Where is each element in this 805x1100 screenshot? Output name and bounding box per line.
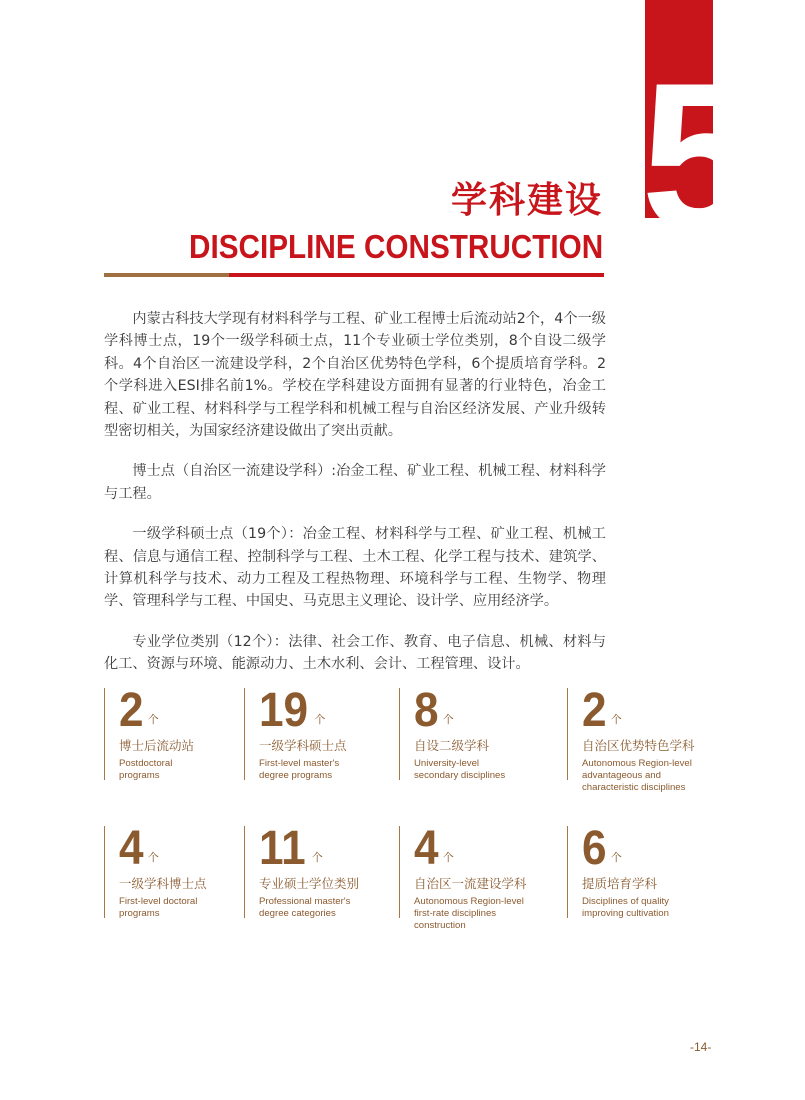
stat-label-en-line: First-level doctoral (119, 896, 198, 907)
stat-unit: 个 (147, 713, 159, 726)
stat-label-en-line: programs (119, 770, 160, 781)
stat-number: 4 (414, 822, 439, 875)
stat-number: 8 (414, 684, 439, 737)
page-title-cn: 学科建设 (450, 180, 603, 221)
stat-unit: 个 (610, 713, 622, 726)
stat-label-en-line: first-rate disciplines (414, 908, 497, 919)
stat-label-cn: 专业硕士学位类别 (259, 876, 360, 891)
stat-unit: 个 (311, 851, 323, 864)
paragraph-professional: 专业学位类别（12个）：法律、社会工作、教育、电子信息、机械、材料与化工、资源与环境、能源动力、土木水利、会计、工程管理、设计。 (104, 633, 606, 673)
stat-label-en-line: programs (119, 908, 160, 919)
stat-label-en (259, 758, 394, 782)
stat-label-en (119, 758, 254, 782)
stat-quality-improving (567, 822, 727, 919)
stat-number: 2 (119, 684, 144, 737)
body-text (104, 308, 606, 694)
stat-label-en-line: degree programs (259, 770, 333, 781)
stat-label-cn: 自治区优势特色学科 (582, 738, 695, 753)
stat-advantageous-disciplines (567, 684, 727, 793)
stat-number: 6 (582, 822, 607, 875)
stat-label-en-line: University-level (414, 758, 480, 769)
stat-unit: 个 (314, 713, 326, 726)
stat-label-en (119, 896, 254, 920)
stat-label-en (582, 896, 727, 920)
stat-label-en-line: degree categories (259, 908, 336, 919)
stat-label-en-line: Disciplines of quality (582, 896, 669, 907)
stat-first-rate-disciplines (399, 822, 549, 931)
stat-postdoctoral (104, 684, 254, 781)
stat-secondary-disciplines (399, 684, 549, 781)
stat-label-cn: 提质培育学科 (582, 876, 658, 891)
stat-label-en (259, 896, 394, 920)
paragraph-doctoral: 博士点（自治区一流建设学科）:冶金工程、矿业工程、机械工程、材料科学与工程。 (104, 463, 606, 502)
stat-professional-master (244, 822, 394, 919)
stat-label-cn: 自治区一流建设学科 (414, 876, 527, 891)
stat-label-en-line: improving cultivation (582, 908, 669, 919)
stat-unit: 个 (442, 713, 454, 726)
page-number: -14- (690, 1040, 712, 1054)
stat-label-cn: 一级学科博士点 (119, 876, 207, 891)
title-divider (104, 273, 604, 277)
page-title-en: DISCIPLINE CONSTRUCTION (188, 228, 603, 265)
paragraph-master: 一级学科硕士点（19个）：冶金工程、材料科学与工程、矿业工程、机械工程、信息与通信工程、控制科学与工程、土木工程、化学工程与技术、建筑学、计算机科学与技术、动力工程及工程热物理、环境科学与工程、生物学、物理学、管理科学与工程、中国史、马克思主义理论、设计学、应用经济学。 (104, 526, 606, 610)
stat-label-cn: 一级学科硕士点 (259, 738, 347, 753)
stat-label-en-line: Postdoctoral (119, 758, 173, 769)
stat-label-en-line: Autonomous Region-level (582, 758, 692, 769)
stat-number: 19 (259, 684, 309, 737)
stat-label-en-line: Autonomous Region-level (414, 896, 524, 907)
stat-label-en (414, 758, 549, 782)
stat-master-first-level (244, 684, 394, 781)
stat-label-en-line: Professional master's (259, 896, 351, 907)
paragraph-intro: 内蒙古科技大学现有材料科学与工程、矿业工程博士后流动站2个，4个一级学科博士点，19个一级学科硕士点，11个专业硕士学位类别，8个自设二级学科。4个自治区一流建设学科，2个自治区优势特色学科，6个提质培育学科。2个学科进入ESI排名前1%。学校在学科建设方面拥有显著的行业特色，冶金工程、矿业工程、材料科学与工程学科和机械工程与自治区经济发展、产业升级转型密切相关，为国家经济建设做出了突出贡献。 (104, 311, 606, 440)
stat-label-en-line: advantageous and (582, 770, 661, 781)
stat-label-cn: 自设二级学科 (414, 738, 490, 753)
chapter-number: 5 (641, 39, 754, 274)
stat-unit: 个 (147, 851, 159, 864)
stat-label-en-line: characteristic disciplines (582, 782, 686, 793)
stat-label-en (414, 896, 549, 932)
stat-number: 11 (259, 822, 306, 875)
stat-label-cn: 博士后流动站 (119, 738, 195, 753)
stat-label-en-line: construction (414, 920, 466, 931)
stat-doctoral-first-level (104, 822, 254, 919)
stat-number: 4 (119, 822, 144, 875)
stat-label-en-line: First-level master's (259, 758, 340, 769)
stat-number: 2 (582, 684, 607, 737)
stat-label-en (582, 758, 727, 794)
stat-unit: 个 (442, 851, 454, 864)
stat-label-en-line: secondary disciplines (414, 770, 506, 781)
stat-unit: 个 (610, 851, 622, 864)
chapter-number-tab (641, 0, 754, 274)
